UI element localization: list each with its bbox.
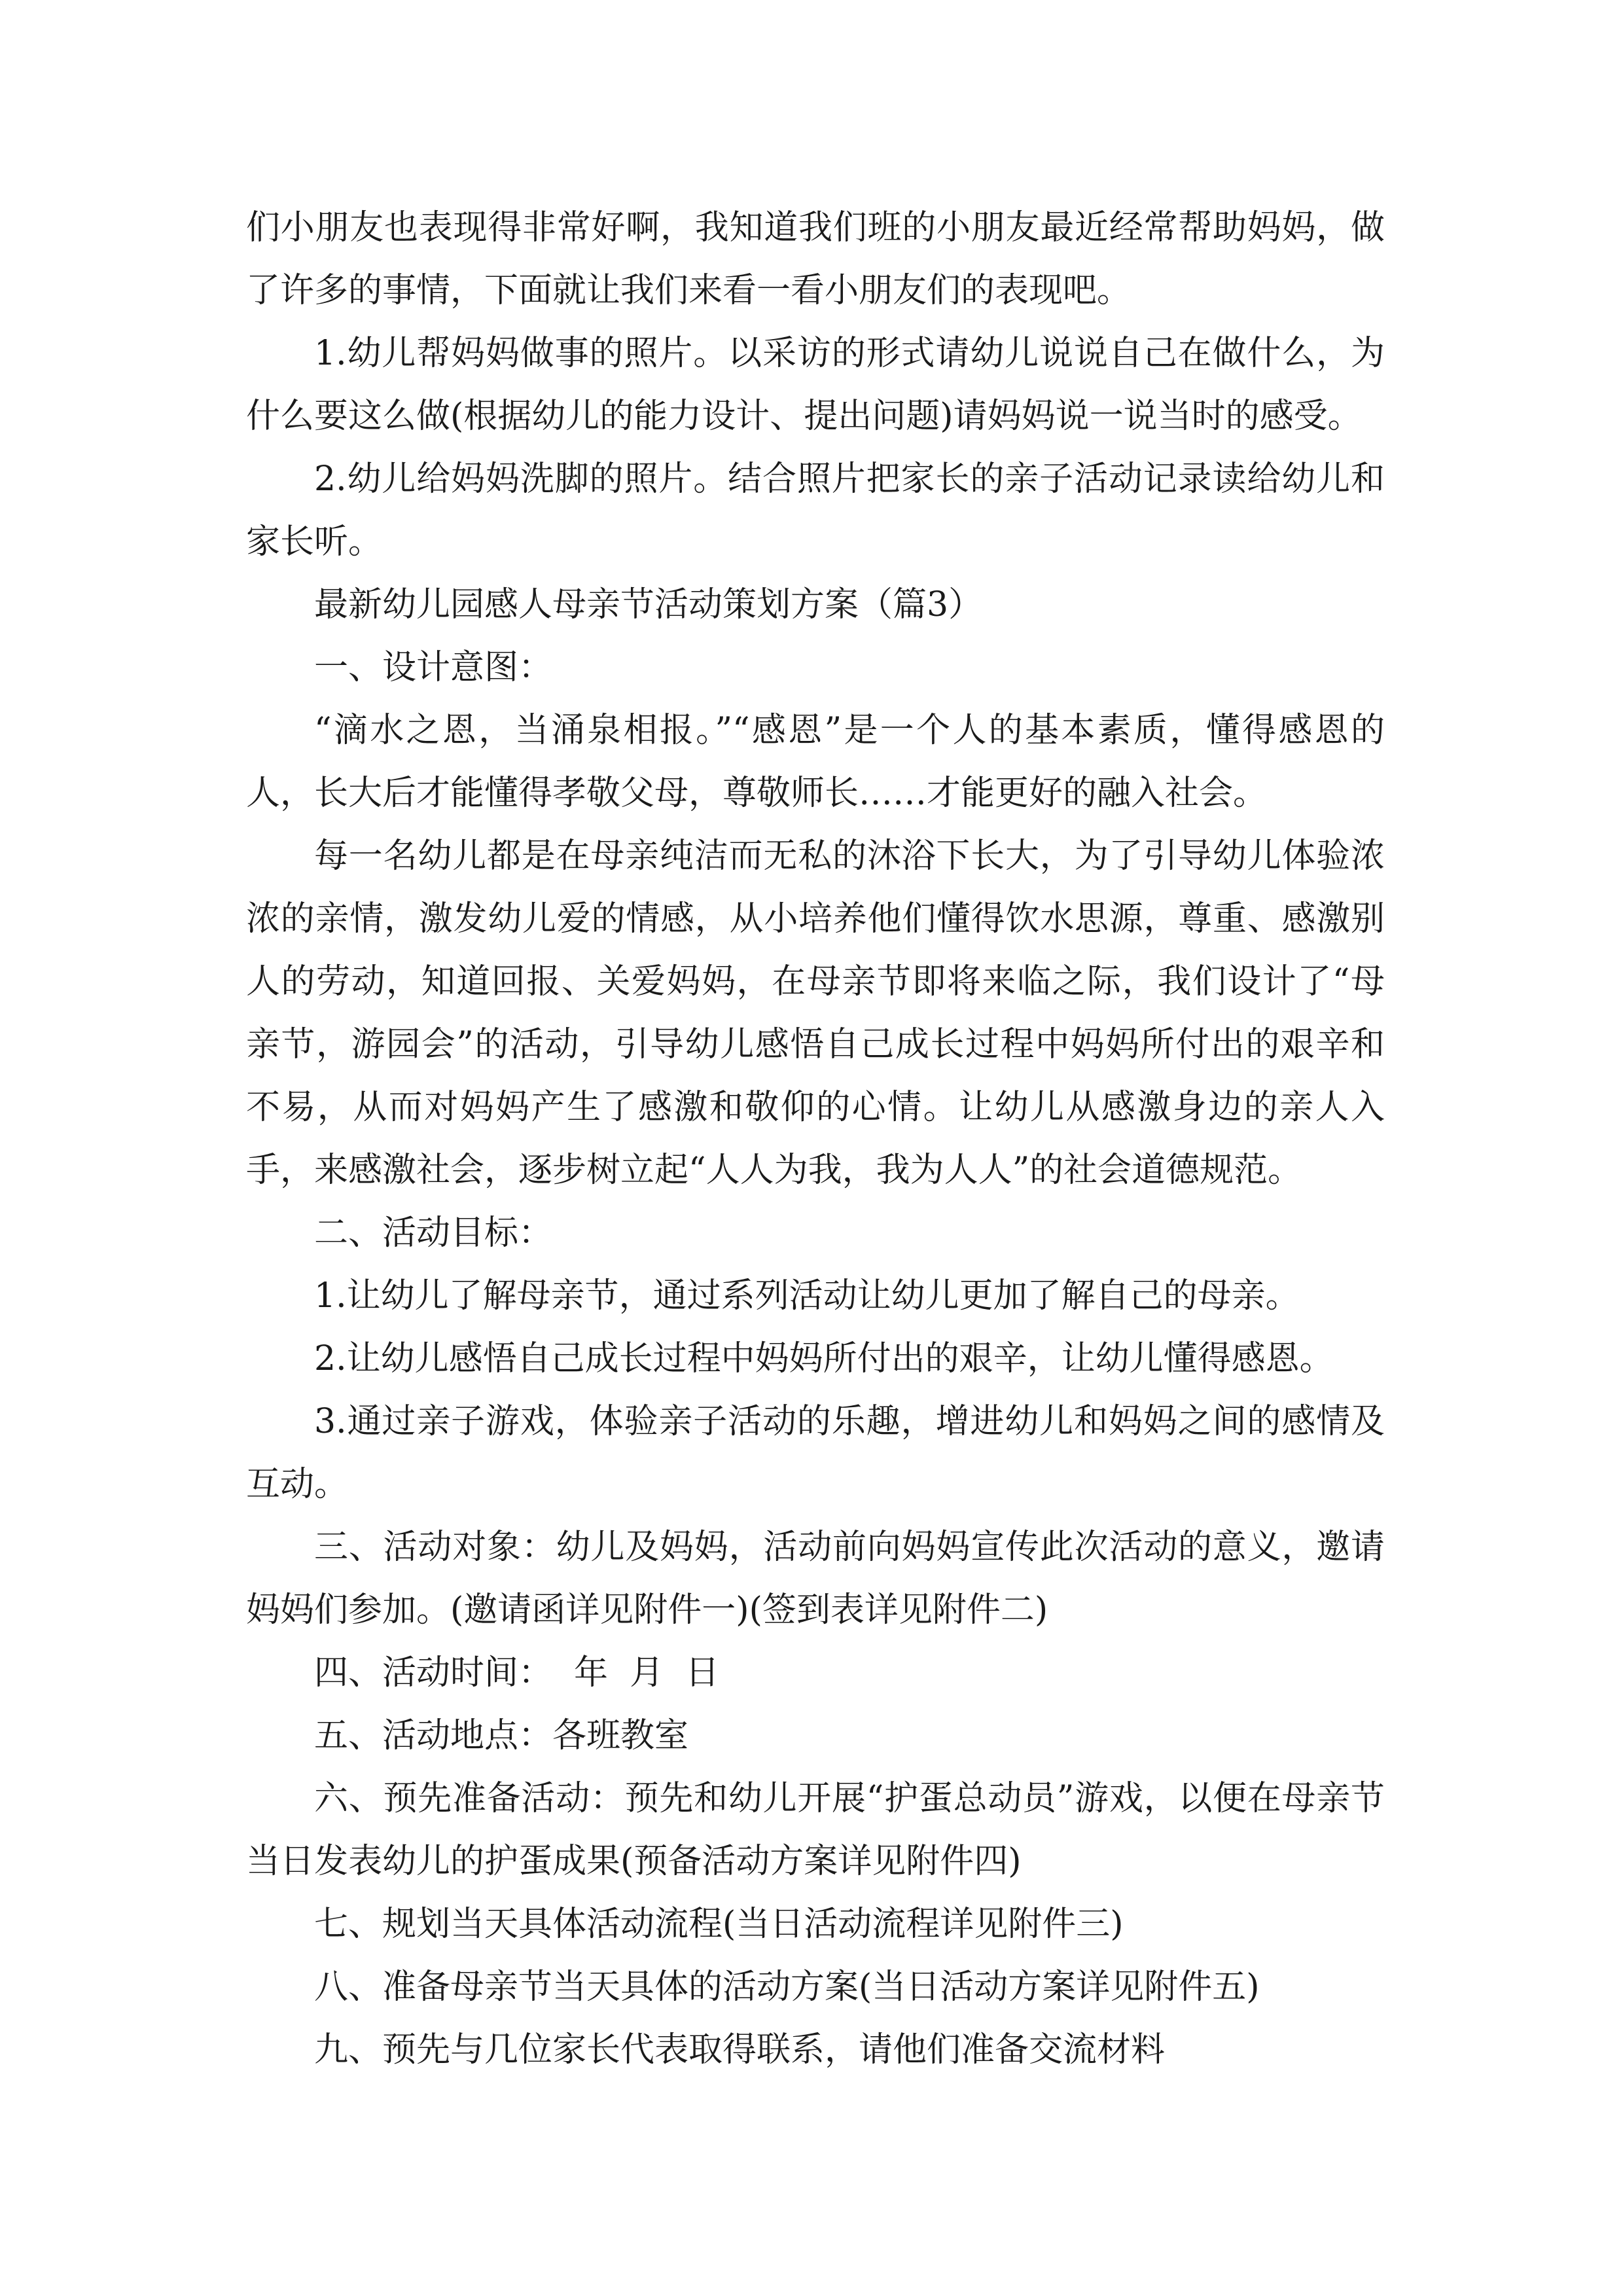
paragraph-activity-time: 四、活动时间： 年 月 日 (314, 1653, 720, 1693)
paragraph-preparation: 六、预先准备活动：预先和幼儿开展“护蛋总动员”游戏，以便在母亲节当日发表幼儿的护蛋成果(预备活动方案详见附件四) (246, 1779, 1385, 1881)
paragraph-continuation: 们小朋友也表现得非常好啊，我知道我们班的小朋友最近经常帮助妈妈，做了许多的事情，下面就让我们来看一看小朋友们的表现吧。 (246, 208, 1385, 310)
document-body (246, 196, 1385, 2081)
heading-design-intent: 一、设计意图： (314, 648, 553, 687)
paragraph-parent-contact: 九、预先与几位家长代表取得联系，请他们准备交流材料 (314, 2030, 1166, 2070)
paragraph-activity-location: 五、活动地点：各班教室 (314, 1716, 689, 1755)
goal-item-2: 2.让幼儿感悟自己成长过程中妈妈所付出的艰辛，让幼儿懂得感恩。 (314, 1339, 1334, 1378)
paragraph-quote: “滴水之恩，当涌泉相报。”“感恩”是一个人的基本素质，懂得感恩的人，长大后才能懂得孝敬父母，尊敬师长……才能更好的融入社会。 (246, 711, 1385, 813)
section-title: 最新幼儿园感人母亲节活动策划方案（篇3） (314, 585, 983, 624)
paragraph-process-plan: 七、规划当天具体活动流程(当日活动流程详见附件三) (314, 1905, 1124, 1944)
goal-item-3: 3.通过亲子游戏，体验亲子活动的乐趣，增进幼儿和妈妈之间的感情及互动。 (246, 1402, 1385, 1504)
paragraph-item-1: 1.幼儿帮妈妈做事的照片。以采访的形式请幼儿说说自己在做什么，为什么要这么做(根据幼儿的能力设计、提出问题)请妈妈说一说当时的感受。 (246, 334, 1385, 436)
paragraph-activity-target: 三、活动对象：幼儿及妈妈，活动前向妈妈宣传此次活动的意义，邀请妈妈们参加。(邀请函详见附件一)(签到表详见附件二) (246, 1528, 1385, 1630)
paragraph-design-body: 每一名幼儿都是在母亲纯洁而无私的沐浴下长大，为了引导幼儿体验浓浓的亲情，激发幼儿爱的情感，从小培养他们懂得饮水思源，尊重、感激别人的劳动，知道回报、关爱妈妈，在母亲节即将来临之际，我们设计了“母亲节，游园会”的活动，引导幼儿感悟自己成长过程中妈妈所付出的艰辛和不易，从而对妈妈产生了感激和敬仰的心情。让幼儿从感激身边的亲人入手，来感激社会，逐步树立起“人人为我，我为人人”的社会道德规范。 (246, 836, 1385, 1190)
paragraph-activity-plan: 八、准备母亲节当天具体的活动方案(当日活动方案详见附件五) (314, 1967, 1260, 2007)
goal-item-1: 1.让幼儿了解母亲节，通过系列活动让幼儿更加了解自己的母亲。 (314, 1276, 1300, 1316)
paragraph-item-2: 2.幼儿给妈妈洗脚的照片。结合照片把家长的亲子活动记录读给幼儿和家长听。 (246, 459, 1385, 562)
heading-activity-goals: 二、活动目标： (314, 1213, 553, 1253)
